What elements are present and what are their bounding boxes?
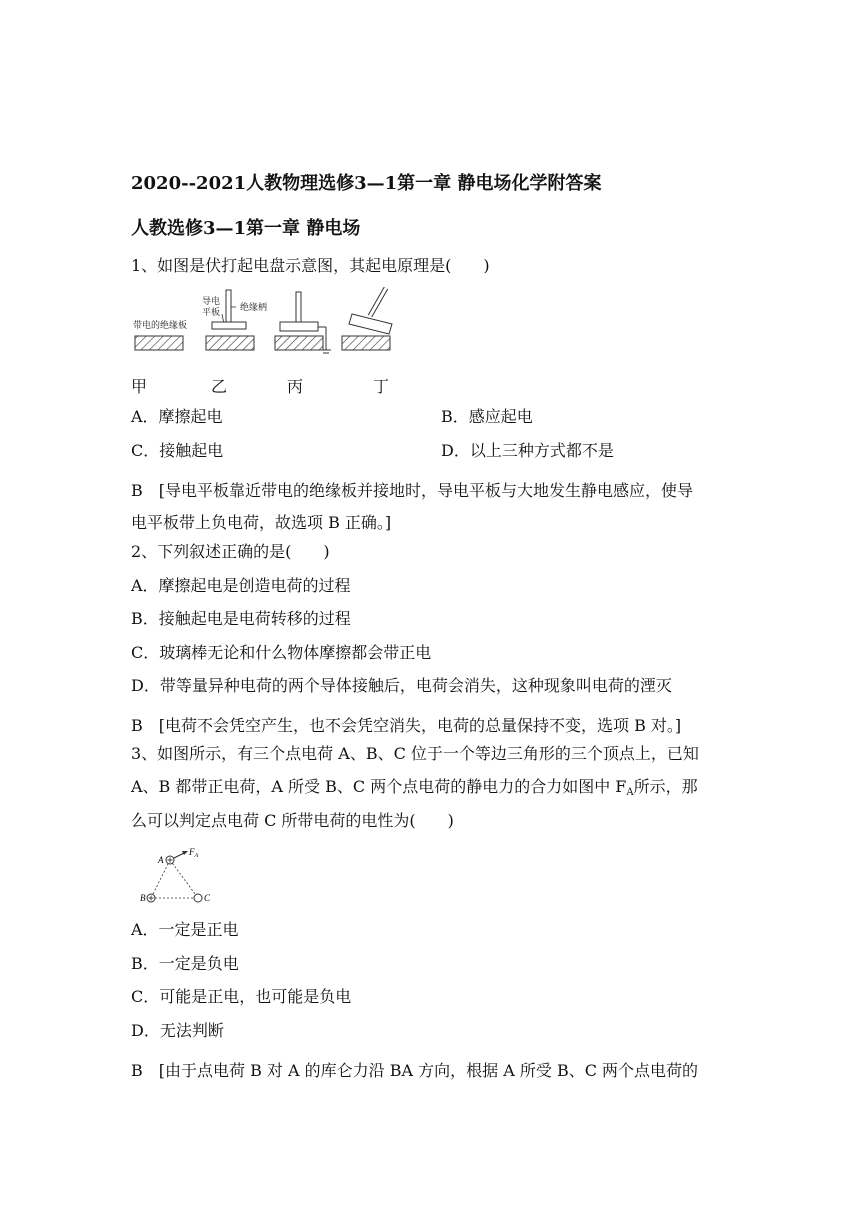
label-bing: 丙 (287, 377, 304, 396)
q3-stem-line1: 3、如图所示，有三个点电荷 A、B、C 位于一个等边三角形的三个顶点上，已知 (131, 744, 699, 763)
insulating-plate-bing (275, 336, 323, 350)
label-force: $F_A$ (189, 847, 199, 859)
q3-option-a: A．一定是正电 (131, 920, 239, 939)
conductive-plate-bing (280, 322, 318, 331)
conductive-plate-yi (212, 322, 246, 329)
document-title: 2020--2021人教物理选修3—1第一章 静电场化学附答案 (131, 173, 602, 194)
label-ding: 丁 (373, 377, 390, 396)
q3-answer-line1: B [由于点电荷 B 对 A 的库仑力沿 BA 方向，根据 A 所受 B、C 两个点电荷的 (131, 1061, 699, 1080)
label-conductive-1: 导电 (202, 296, 221, 306)
q2-option-c: C．玻璃棒无论和什么物体摩擦都会带正电 (131, 643, 432, 662)
label-yi: 乙 (211, 377, 228, 396)
q3-option-d: D．无法判断 (131, 1021, 224, 1040)
q2-option-a: A．摩擦起电是创造电荷的过程 (131, 576, 351, 595)
q1-option-b: B．感应起电 (441, 407, 533, 426)
conductive-plate-ding (349, 314, 392, 334)
insulating-plate-jia (135, 336, 183, 350)
q1-option-a: A．摩擦起电 (131, 407, 223, 426)
q2-option-b: B．接触起电是电荷转移的过程 (131, 609, 351, 628)
label-jia: 甲 (131, 377, 148, 396)
label-charge-c: C (204, 893, 211, 903)
label-charge-a: A (158, 855, 164, 865)
q3-stem-line2: A、B 都带正电荷，A 所受 B、C 两个点电荷的静电力的合力如图中 $F_A$所示，那 (131, 777, 698, 798)
label-insulated-handle: 绝缘柄 (240, 302, 268, 312)
q2-option-d: D．带等量异种电荷的两个导体接触后，电荷会消失，这种现象叫电荷的湮灭 (131, 676, 672, 695)
q1-option-d: D．以上三种方式都不是 (441, 441, 614, 460)
q1-answer-line2: 电平板带上负电荷，故选项 B 正确。] (131, 513, 392, 532)
q1-option-c: C．接触起电 (131, 441, 224, 460)
section-heading: 人教选修3—1第一章 静电场 (131, 218, 361, 239)
q2-stem: 2、下列叙述正确的是( ) (131, 542, 330, 561)
handle-yi (226, 290, 231, 322)
q1-stem: 1、如图是伏打起电盘示意图，其起电原理是( ) (131, 256, 490, 275)
label-charged-insulating-plate: 带电的绝缘板 (133, 320, 188, 330)
q2-answer: B [电荷不会凭空产生，也不会凭空消失，电荷的总量保持不变，选项 B 对。] (131, 716, 682, 735)
q3-triangle-figure (140, 846, 220, 912)
insulating-plate-ding (342, 336, 390, 350)
q3-option-c: C．可能是正电，也可能是负电 (131, 987, 352, 1006)
q1-electrophorus-figure (130, 284, 410, 358)
label-charge-b: B (140, 893, 146, 903)
q3-option-b: B．一定是负电 (131, 954, 239, 973)
q1-answer-line1: B [导电平板靠近带电的绝缘板并接地时，导电平板与大地发生静电感应，使导 (131, 481, 694, 500)
label-conductive-2: 平板 (202, 307, 221, 317)
handle-bing (296, 292, 301, 322)
insulating-plate-yi (206, 336, 254, 350)
charge-c-icon (194, 894, 202, 902)
q3-stem-line3: 么可以判定点电荷 C 所带电荷的电性为( ) (131, 811, 454, 830)
